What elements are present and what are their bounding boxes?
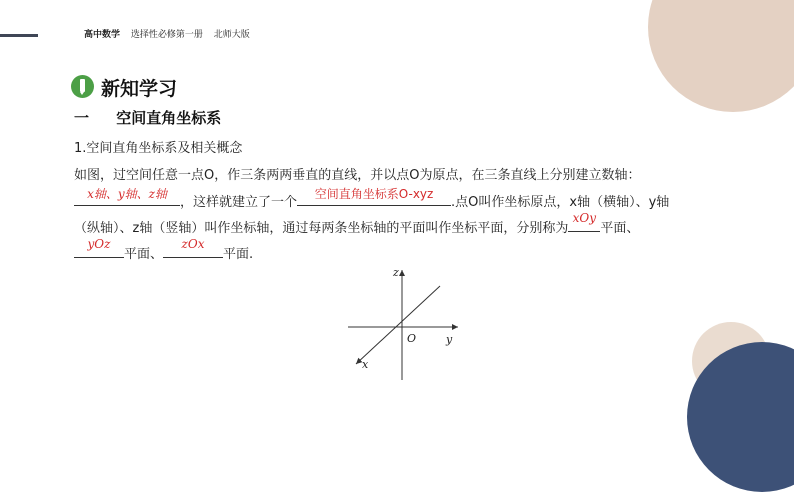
pencil-icon [71, 75, 94, 98]
blank-plane-2 [74, 237, 124, 258]
y-axis-label: y [446, 333, 453, 346]
section-title: 新知学习 [101, 78, 178, 100]
blank-plane-3 [163, 237, 223, 258]
x-axis-label: x [362, 358, 369, 371]
plane-end: 平面. [223, 247, 254, 262]
concept-title: 1.空间直角坐标系及相关概念 [74, 141, 243, 156]
z-axis-label: z [393, 266, 399, 279]
text-line-4 [74, 237, 254, 262]
decorative-circle-top [648, 0, 794, 112]
blank-plane-1 [568, 211, 600, 232]
answer-axes: x轴、y轴、z轴 [87, 187, 167, 201]
text-line-3 [74, 211, 640, 236]
course-name: 高中数学 [84, 30, 121, 40]
subsection-title: 空间直角坐标系 [116, 109, 222, 127]
volume-name: 选择性必修第一册 [130, 30, 203, 40]
blank-system [297, 189, 451, 206]
text-line-3-start: （纵轴）、z轴（竖轴）叫作坐标轴，通过每两条坐标轴的平面叫作坐标平面，分别称为 [74, 221, 569, 236]
blank-axes [74, 189, 180, 206]
text-line-2-end: .点O叫作坐标原点，x轴（横轴）、y轴 [451, 195, 670, 210]
header-accent-bar [0, 34, 38, 37]
text-line-1: 如图，过空间任意一点O，作三条两两垂直的直线，并以点O为原点，在三条直线上分别建立数轴： [74, 168, 641, 183]
book-header [84, 27, 250, 40]
answer-plane-3: zOx [181, 237, 205, 251]
x-axis [356, 286, 440, 364]
text-line-3-end: 平面、 [600, 221, 640, 236]
plane-separator: 平面、 [124, 247, 164, 262]
answer-plane-2: yOz [87, 237, 111, 251]
coordinate-axes-figure [340, 262, 470, 382]
subsection-number: 一 [74, 109, 90, 127]
subsection-heading [74, 107, 221, 128]
text-line-2 [74, 189, 669, 210]
answer-system: 空间直角坐标系O-xyz [314, 187, 434, 201]
origin-label: O [407, 332, 417, 345]
answer-plane-1: xOy [572, 211, 597, 225]
text-line-2-mid: ，这样就建立了一个 [180, 195, 298, 210]
publisher-name: 北师大版 [213, 30, 250, 40]
